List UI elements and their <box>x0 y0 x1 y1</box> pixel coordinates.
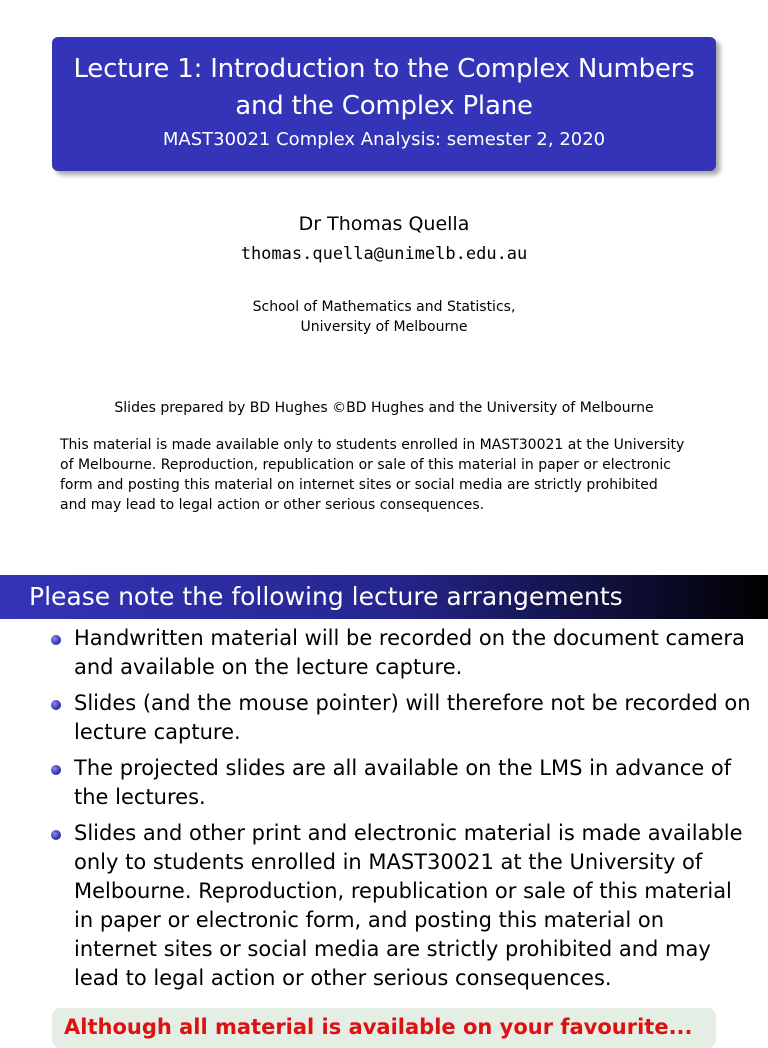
institution-line-1: School of Mathematics and Statistics, <box>252 299 516 315</box>
bullet-text: Slides and other print and electronic material is made available only to students enrolled in MAST30021 at the University of Melbourne. Reproduction, republication or sale of this material in paper or electronic form, and posting this material on internet sites or social media are strictly prohibited and may lead to legal action or other serious consequences. <box>74 821 743 990</box>
bullet-icon <box>51 830 61 840</box>
bullet-item <box>51 624 751 682</box>
notice-line: This material is made available only to students enrolled in MAST30021 at the University <box>60 437 685 453</box>
frame-title: Please note the following lecture arrangements <box>0 575 768 619</box>
bullet-icon <box>51 700 61 710</box>
slide-subtitle: MAST30021 Complex Analysis: semester 2, 2020 <box>162 129 606 150</box>
notice-line: form and posting this material on internet sites or social media are strictly prohibited <box>60 477 658 493</box>
bullet-list <box>51 624 751 1000</box>
title-block <box>52 37 716 171</box>
notice-line: and may lead to legal action or other serious consequences. <box>60 497 485 513</box>
bullet-text: The projected slides are all available on the LMS in advance of the lectures. <box>74 756 732 809</box>
bullet-item <box>51 754 751 812</box>
bullet-item <box>51 689 751 747</box>
author-email: thomas.quella@unimelb.edu.au <box>240 244 528 264</box>
author-name: Dr Thomas Quella <box>298 213 470 235</box>
slide-title-line-1: Lecture 1: Introduction to the Complex Numbers <box>73 54 695 84</box>
bullet-item <box>51 819 751 993</box>
alert-block <box>52 1008 716 1048</box>
copyright-notice <box>60 435 720 515</box>
alert-text: Although all material is available on your favourite... <box>64 1015 693 1039</box>
bullet-icon <box>51 635 61 645</box>
bullet-icon <box>51 765 61 775</box>
slide-title-line-2: and the Complex Plane <box>235 91 533 121</box>
institution-line-2: University of Melbourne <box>300 319 468 335</box>
bullet-text: Handwritten material will be recorded on the document camera and available on the lecture capture. <box>74 626 745 679</box>
credits-line: Slides prepared by BD Hughes ©BD Hughes and the University of Melbourne <box>114 400 654 416</box>
notice-line: of Melbourne. Reproduction, republication or sale of this material in paper or electronic <box>60 457 671 473</box>
bullet-text: Slides (and the mouse pointer) will therefore not be recorded on lecture capture. <box>74 691 751 744</box>
